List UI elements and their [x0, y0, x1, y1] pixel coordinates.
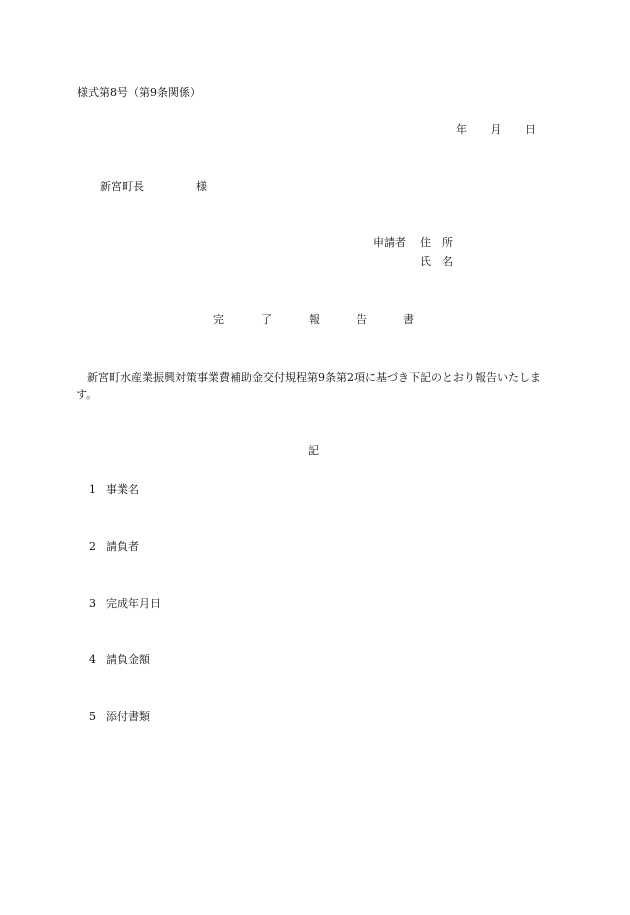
item-number: 2	[89, 540, 96, 553]
item-label: 完成年月日	[106, 597, 161, 610]
item-label: 請負者	[106, 540, 139, 553]
item-number: 1	[89, 483, 96, 496]
list-item	[89, 653, 150, 667]
document-title	[0, 313, 630, 327]
item-label: 事業名	[106, 483, 139, 496]
title-char: 告	[356, 313, 367, 326]
item-label: 請負金額	[106, 653, 150, 666]
title-char: 了	[261, 313, 272, 326]
title-char: 完	[213, 313, 224, 326]
list-item	[89, 483, 139, 497]
addressee-honorific: 様	[196, 180, 207, 193]
ki-heading: 記	[308, 444, 319, 457]
applicant-name-label: 氏 名	[420, 255, 453, 268]
date-day: 日	[525, 123, 536, 136]
applicant-address-label: 住 所	[420, 236, 453, 249]
item-label: 添付書類	[106, 710, 150, 723]
list-item	[89, 710, 150, 724]
list-item	[89, 597, 161, 611]
title-char: 書	[403, 313, 414, 326]
item-number: 3	[89, 597, 96, 610]
date-year: 年	[456, 123, 467, 136]
item-number: 5	[89, 710, 96, 723]
list-item	[89, 540, 139, 554]
addressee-name: 新宮町長	[100, 180, 144, 193]
title-char: 報	[309, 313, 320, 326]
date-month: 月	[490, 123, 502, 136]
form-number: 様式第8号（第9条関係）	[77, 86, 201, 99]
body-paragraph: 新宮町水産業振興対策事業費補助金交付規程第9条第2項に基づき下記のとおり報告いたします。	[76, 371, 541, 401]
date-line	[456, 123, 536, 137]
applicant-label: 申請者	[373, 236, 406, 249]
item-number: 4	[89, 653, 96, 666]
